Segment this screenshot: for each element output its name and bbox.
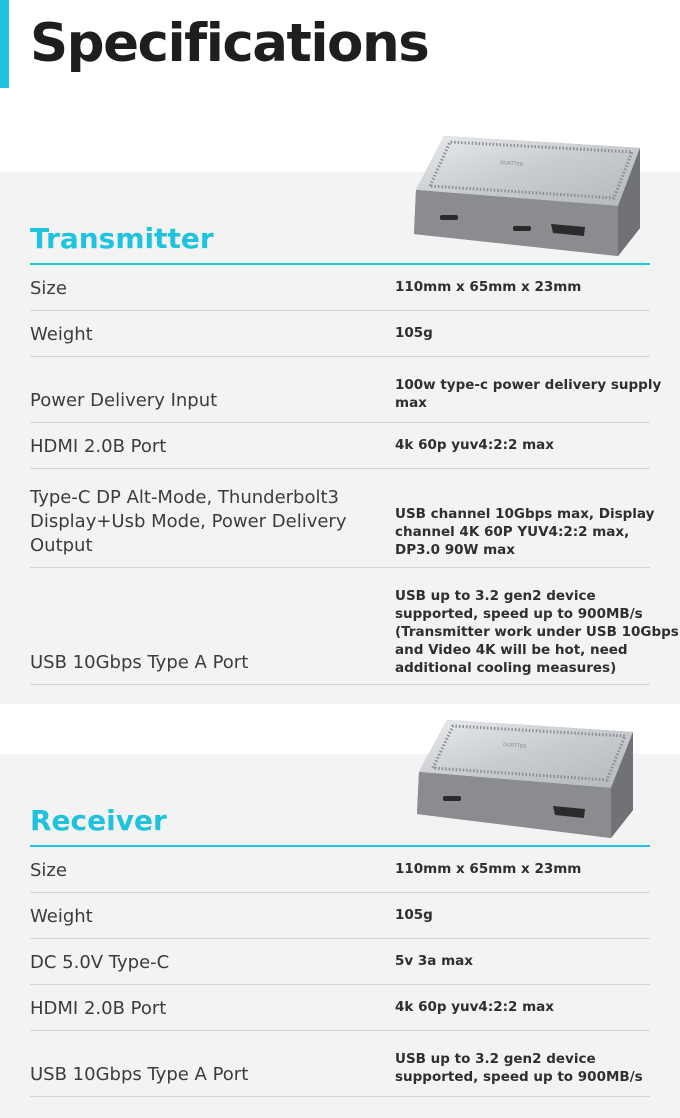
page-title: Specifications bbox=[30, 13, 429, 74]
spec-label: HDMI 2.0B Port bbox=[30, 998, 167, 1019]
transmitter-title: Transmitter bbox=[30, 222, 214, 255]
spec-label: DC 5.0V Type-C bbox=[30, 952, 170, 973]
spec-value: 105g bbox=[395, 907, 433, 923]
transmitter-device-image bbox=[410, 132, 645, 260]
spec-row bbox=[30, 265, 650, 311]
spec-row bbox=[30, 311, 650, 357]
spec-label: Weight bbox=[30, 324, 93, 345]
spec-value: 4k 60p yuv4:2:2 max bbox=[395, 437, 554, 453]
spec-row bbox=[30, 939, 650, 985]
spec-label: Weight bbox=[30, 906, 93, 927]
spec-value: 110mm x 65mm x 23mm bbox=[395, 861, 582, 877]
spec-value: USB up to 3.2 gen2 device supported, speed up to 900MB/s bbox=[395, 1051, 643, 1085]
spec-value: 5v 3a max bbox=[395, 953, 473, 969]
spec-value: 4k 60p yuv4:2:2 max bbox=[395, 999, 554, 1015]
spec-value: USB up to 3.2 gen2 device supported, speed up to 900MB/s (Transmitter work under USB 10Gbps and Video 4K will be hot, need additional cooling measures) bbox=[395, 588, 679, 676]
spec-label: Size bbox=[30, 278, 67, 299]
spec-row bbox=[30, 469, 655, 568]
spec-label: Size bbox=[30, 860, 67, 881]
receiver-title: Receiver bbox=[30, 804, 167, 837]
spec-label: USB 10Gbps Type A Port bbox=[30, 1064, 249, 1085]
spec-row bbox=[30, 1031, 650, 1097]
spec-row bbox=[30, 568, 679, 685]
spec-row bbox=[30, 985, 650, 1031]
spec-label: Power Delivery Input bbox=[30, 390, 218, 411]
svg-text:DURTTER: DURTTER bbox=[499, 160, 524, 169]
receiver-section bbox=[0, 742, 680, 1118]
spec-value: 100w type-c power delivery supply max bbox=[395, 377, 662, 411]
header-accent-bar bbox=[0, 0, 9, 88]
spec-row bbox=[30, 423, 650, 469]
spec-row bbox=[30, 847, 650, 893]
spec-row bbox=[30, 357, 662, 423]
spec-value: USB channel 10Gbps max, Display channel 4K 60P YUV4:2:2 max, DP3.0 90W max bbox=[395, 506, 655, 558]
svg-text:DURTTER: DURTTER bbox=[502, 742, 527, 751]
page-header bbox=[0, 0, 680, 88]
spec-label: Type-C DP Alt-Mode, Thunderbolt3 Display+Usb Mode, Power Delivery Output bbox=[30, 487, 347, 556]
spec-label: USB 10Gbps Type A Port bbox=[30, 652, 249, 673]
transmitter-section bbox=[0, 160, 680, 704]
spec-value: 105g bbox=[395, 325, 433, 341]
spec-row bbox=[30, 893, 650, 939]
spec-label: HDMI 2.0B Port bbox=[30, 436, 167, 457]
receiver-device-image bbox=[413, 716, 638, 841]
spec-value: 110mm x 65mm x 23mm bbox=[395, 279, 582, 295]
